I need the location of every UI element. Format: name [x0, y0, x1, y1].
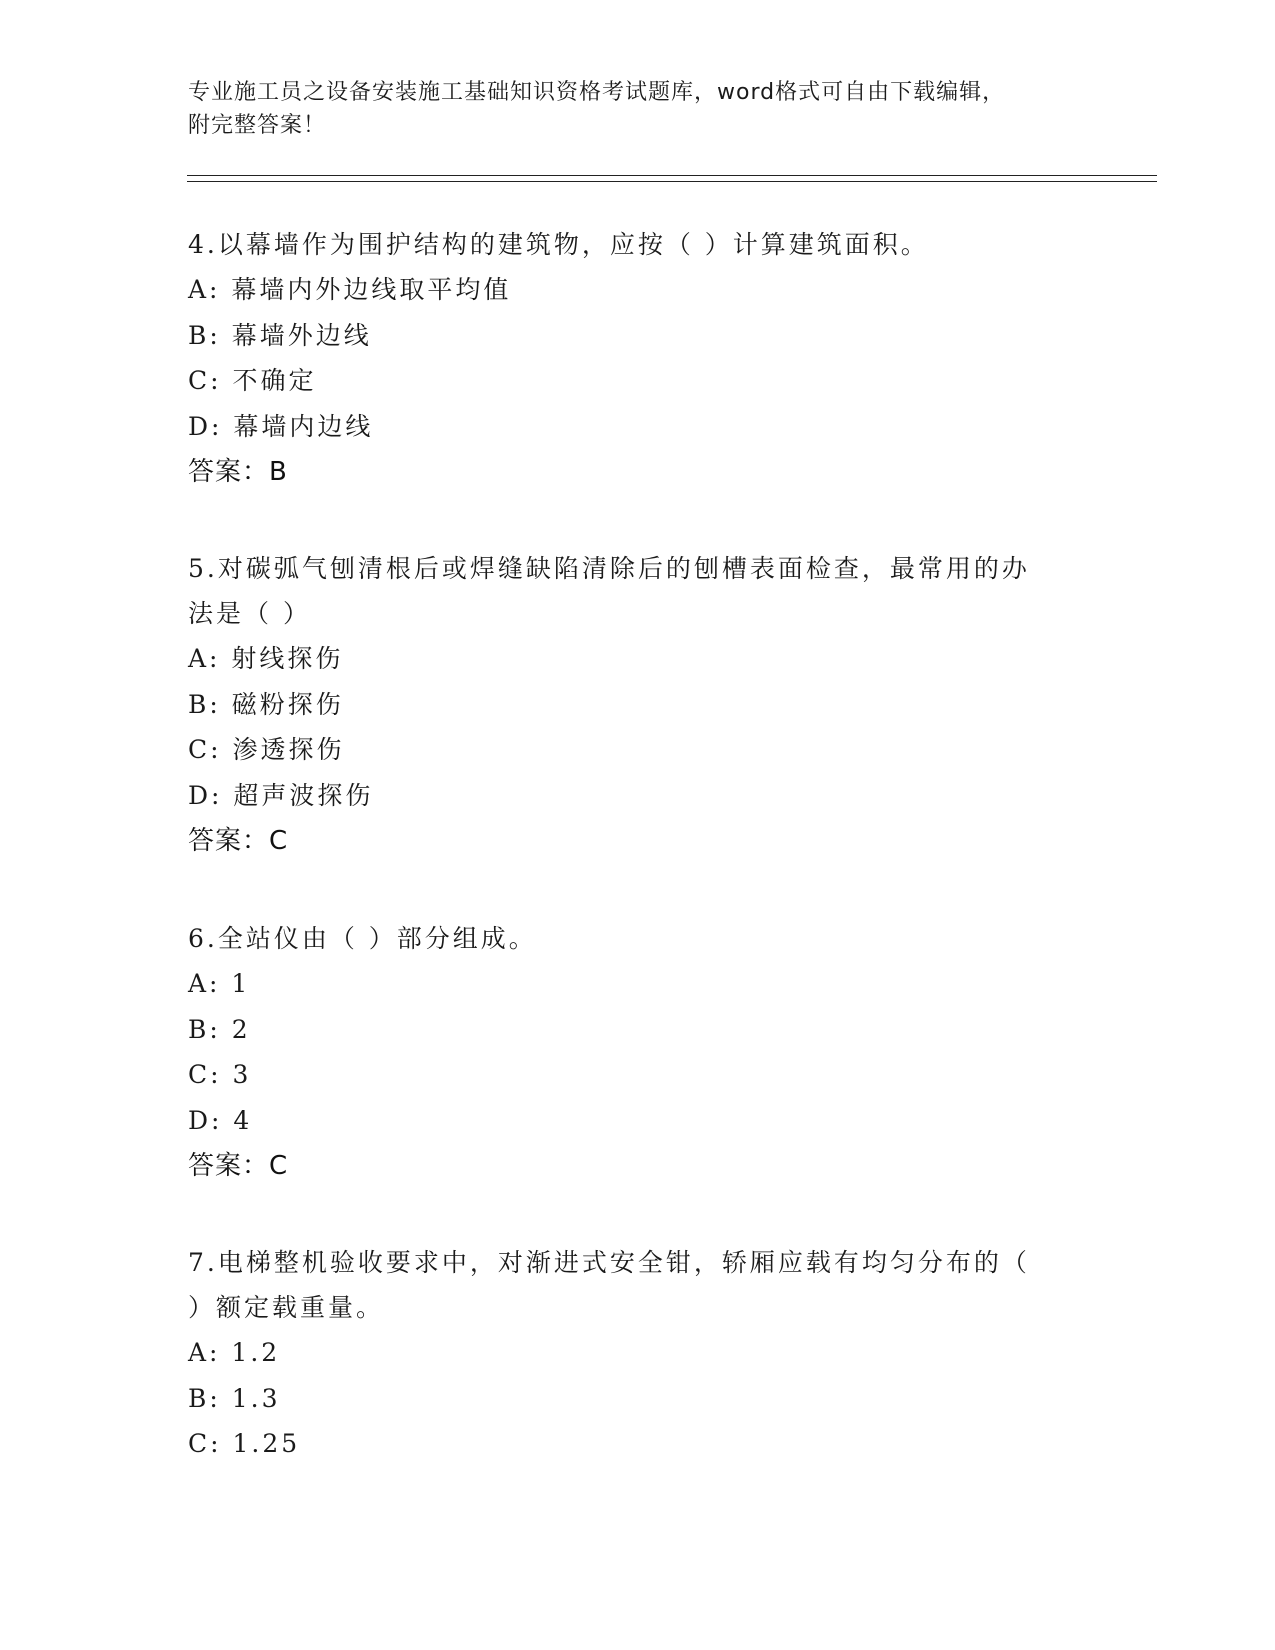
option-b: B: 磁粉探伤 — [188, 689, 344, 719]
question-text: 6.全站仪由（ ）部分组成。 — [188, 924, 537, 953]
option-a: A: 幕墙内外边线取平均值 — [188, 275, 512, 304]
header-line-2: 附完整答案！ — [188, 113, 327, 138]
option-a: A: 射线探伤 — [188, 644, 344, 673]
question-7 — [188, 1240, 1088, 1467]
document-header — [188, 76, 1068, 142]
option-d: D: 超声波探伤 — [188, 780, 374, 810]
option-d: D: 幕墙内边线 — [188, 411, 374, 441]
question-4 — [188, 222, 1088, 495]
question-text: 4.以幕墙作为围护结构的建筑物，应按（ ）计算建筑面积。 — [188, 230, 929, 259]
question-text-line-1: 5.对碳弧气刨清根后或焊缝缺陷清除后的刨槽表面检查，最常用的办 — [188, 554, 1030, 583]
option-b: B: 幕墙外边线 — [188, 320, 372, 350]
question-text-line-1: 7.电梯整机验收要求中，对渐进式安全钳，轿厢应载有均匀分布的（ — [188, 1248, 1030, 1277]
option-b: B: 2 — [188, 1014, 251, 1044]
answer-line: 答案：C — [188, 1151, 289, 1181]
option-a: A: 1.2 — [188, 1338, 281, 1367]
option-c: C: 不确定 — [188, 366, 317, 395]
option-c: C: 3 — [188, 1060, 252, 1089]
option-b: B: 1.3 — [188, 1383, 281, 1413]
header-line-1: 专业施工员之设备安装施工基础知识资格考试题库，word格式可自由下载编辑， — [188, 80, 1006, 105]
question-text-line-2: 法是（ ） — [188, 599, 311, 628]
option-c: C: 1.25 — [188, 1429, 301, 1458]
question-text-line-2: ）额定载重量。 — [188, 1293, 385, 1322]
header-divider-top — [187, 175, 1157, 176]
option-c: C: 渗透探伤 — [188, 735, 345, 764]
option-a: A: 1 — [188, 969, 251, 998]
header-divider-bottom — [187, 181, 1157, 182]
option-d: D: 4 — [188, 1105, 253, 1135]
question-6 — [188, 916, 1088, 1189]
answer-line: 答案：C — [188, 826, 289, 856]
answer-line: 答案：B — [188, 457, 288, 487]
question-5 — [188, 546, 1088, 864]
